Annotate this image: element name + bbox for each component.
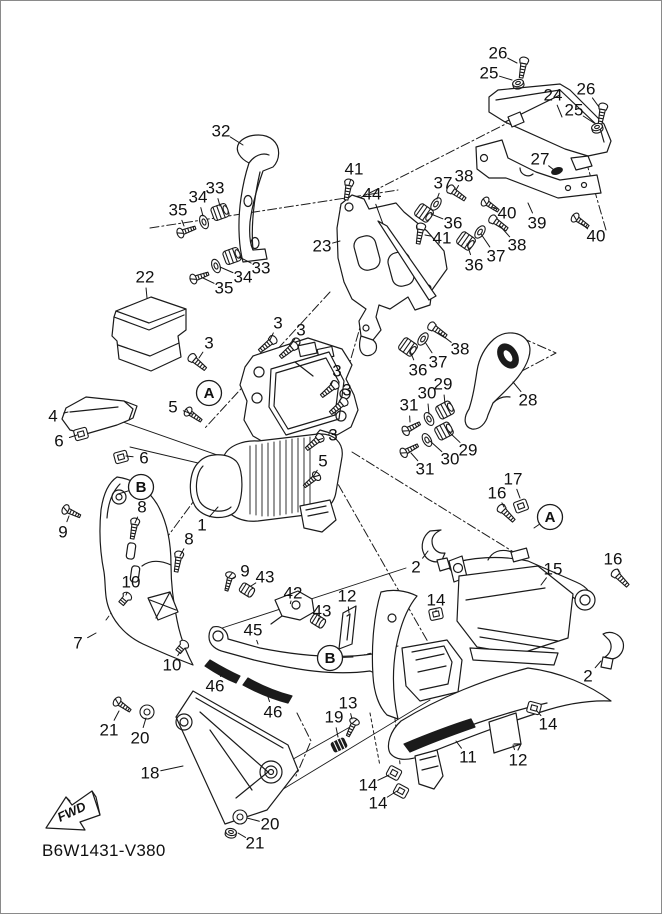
part-label-46: 46 <box>263 702 283 722</box>
part-label-10: 10 <box>162 655 182 675</box>
part-label-35: 35 <box>214 278 234 298</box>
part-label-7: 7 <box>73 633 83 653</box>
part-label-3: 3 <box>332 361 342 381</box>
part-label-34: 34 <box>233 267 253 287</box>
part-label-41: 41 <box>432 228 452 248</box>
part-label-33: 33 <box>251 258 271 278</box>
part-label-29: 29 <box>458 440 478 460</box>
screw-21-icon <box>112 696 133 715</box>
part-label-3: 3 <box>273 313 283 333</box>
part-label-17: 17 <box>503 469 523 489</box>
part-label-3: 3 <box>342 380 352 400</box>
part-label-36: 36 <box>408 360 428 380</box>
part-label-30: 30 <box>417 383 437 403</box>
part-label-35: 35 <box>168 200 188 220</box>
part-label-37: 37 <box>433 173 453 193</box>
washer-34-icon <box>210 258 222 274</box>
part-label-3: 3 <box>204 333 214 353</box>
part-label-8: 8 <box>137 497 147 517</box>
part-label-1: 1 <box>197 515 207 535</box>
fwd-arrow <box>46 791 100 830</box>
part-label-22: 22 <box>135 267 155 287</box>
nut-21-icon <box>225 828 237 839</box>
part-label-12: 12 <box>508 750 528 770</box>
part-4-cover <box>62 397 137 434</box>
grommet-36-icon <box>455 231 476 252</box>
callout-B <box>129 475 154 500</box>
part-label-11: 11 <box>459 747 477 767</box>
washer-20-icon <box>140 705 154 719</box>
screw-9-icon <box>222 571 237 592</box>
clipnut-6-icon <box>113 450 128 464</box>
clipnut-14-icon <box>386 765 403 781</box>
part-23-meter-bracket <box>337 195 447 356</box>
clipnut-14-icon <box>393 783 410 799</box>
bolt-38-icon <box>426 321 448 340</box>
part-label-2: 2 <box>583 666 593 686</box>
part-label-41: 41 <box>344 159 364 179</box>
part-label-21: 21 <box>99 720 119 740</box>
screw-31-icon <box>401 419 423 437</box>
grommet-33-icon <box>222 247 242 266</box>
part-2-hook <box>422 530 450 571</box>
clipnut-17-icon <box>513 499 529 514</box>
part-label-45: 45 <box>243 620 263 640</box>
part-label-10: 10 <box>121 572 141 592</box>
part-label-5: 5 <box>318 451 328 471</box>
part-label-28: 28 <box>518 390 538 410</box>
part-label-37: 37 <box>428 352 448 372</box>
washer-37-icon <box>473 224 488 240</box>
grommet-29-icon <box>434 421 455 441</box>
part-label-31: 31 <box>399 395 419 415</box>
part-32-bracket-arm <box>237 135 278 262</box>
screw-9-icon <box>61 504 83 521</box>
part-label-27: 27 <box>530 149 550 169</box>
part-label-42: 42 <box>283 583 303 603</box>
svg-text:B: B <box>135 479 147 496</box>
part-27-damper <box>551 166 563 175</box>
part-label-37: 37 <box>486 246 506 266</box>
part-45-stay-bar <box>209 627 391 675</box>
part-12-trim-left <box>339 606 356 649</box>
washer-37-icon <box>416 331 431 347</box>
screw-35-icon <box>176 223 197 239</box>
part-label-25: 25 <box>479 63 499 83</box>
part-label-6: 6 <box>139 448 149 468</box>
part-label-29: 29 <box>433 374 453 394</box>
part-2-hook <box>601 632 623 669</box>
part-label-18: 18 <box>140 763 160 783</box>
part-label-26: 26 <box>576 79 596 99</box>
part-label-30: 30 <box>440 449 460 469</box>
part-label-15: 15 <box>543 559 563 579</box>
part-label-23: 23 <box>312 236 332 256</box>
part-label-14: 14 <box>538 714 558 734</box>
part-label-14: 14 <box>358 775 378 795</box>
part-label-40: 40 <box>586 226 606 246</box>
bolt-8-icon <box>172 550 185 572</box>
washer-20-icon <box>233 810 247 824</box>
washer-30-icon <box>420 432 434 448</box>
bolt-3-icon <box>186 352 208 372</box>
part-label-31: 31 <box>415 459 435 479</box>
part-label-14: 14 <box>426 590 446 610</box>
grommet-36-icon <box>397 337 418 358</box>
svg-text:A: A <box>544 509 556 526</box>
part-label-43: 43 <box>255 567 275 587</box>
part-28-bracket-arm <box>465 333 530 429</box>
screw-31-icon <box>399 441 421 459</box>
part-label-9: 9 <box>240 561 250 581</box>
callout-A <box>197 381 222 406</box>
part-label-36: 36 <box>443 213 463 233</box>
part-label-43: 43 <box>312 601 332 621</box>
svg-text:A: A <box>203 385 215 402</box>
part-label-24: 24 <box>543 85 563 105</box>
part-label-5: 5 <box>168 397 178 417</box>
part-label-16: 16 <box>603 549 623 569</box>
screw-5-icon <box>183 406 204 425</box>
bolt-16-icon <box>610 568 631 589</box>
part-label-46: 46 <box>205 676 225 696</box>
part-label-36: 36 <box>464 255 484 275</box>
svg-text:B: B <box>324 650 336 667</box>
part-label-44: 44 <box>362 184 382 204</box>
damper-19-icon <box>331 738 348 753</box>
part-22-cover-box <box>112 297 186 371</box>
part-15-headlight-body <box>447 548 595 665</box>
part-label-20: 20 <box>130 728 150 748</box>
part-label-3: 3 <box>328 425 338 445</box>
part-label-3: 3 <box>296 320 306 340</box>
part-label-34: 34 <box>188 187 208 207</box>
part-label-14: 14 <box>368 793 388 813</box>
screw-13-icon <box>343 717 360 739</box>
part-label-20: 20 <box>260 814 280 834</box>
washer-34-icon <box>198 214 210 230</box>
part-label-21: 21 <box>245 833 265 853</box>
part-label-9: 9 <box>58 522 68 542</box>
part-label-4: 4 <box>48 406 58 426</box>
callout-A <box>538 505 563 530</box>
bolt-26-icon <box>517 56 530 78</box>
part-label-33: 33 <box>205 178 225 198</box>
part-label-16: 16 <box>487 483 507 503</box>
diagram-code: B6W1431-V380 <box>42 841 166 860</box>
part-label-32: 32 <box>211 121 231 141</box>
part-label-40: 40 <box>497 203 517 223</box>
part-label-25: 25 <box>564 100 584 120</box>
part-label-12: 12 <box>337 586 357 606</box>
part-label-13: 13 <box>338 693 358 713</box>
part-label-8: 8 <box>184 529 194 549</box>
part-label-2: 2 <box>411 557 421 577</box>
part-label-19: 19 <box>324 707 344 727</box>
part-46-damper-strip <box>243 678 292 703</box>
callout-B <box>318 646 343 671</box>
part-label-26: 26 <box>488 43 508 63</box>
part-label-6: 6 <box>54 431 64 451</box>
screw-35-icon <box>189 269 210 285</box>
part-label-38: 38 <box>450 339 470 359</box>
fwd-label: FWD <box>54 798 89 825</box>
part-label-38: 38 <box>507 235 527 255</box>
part-label-39: 39 <box>527 213 547 233</box>
part-label-38: 38 <box>454 166 474 186</box>
